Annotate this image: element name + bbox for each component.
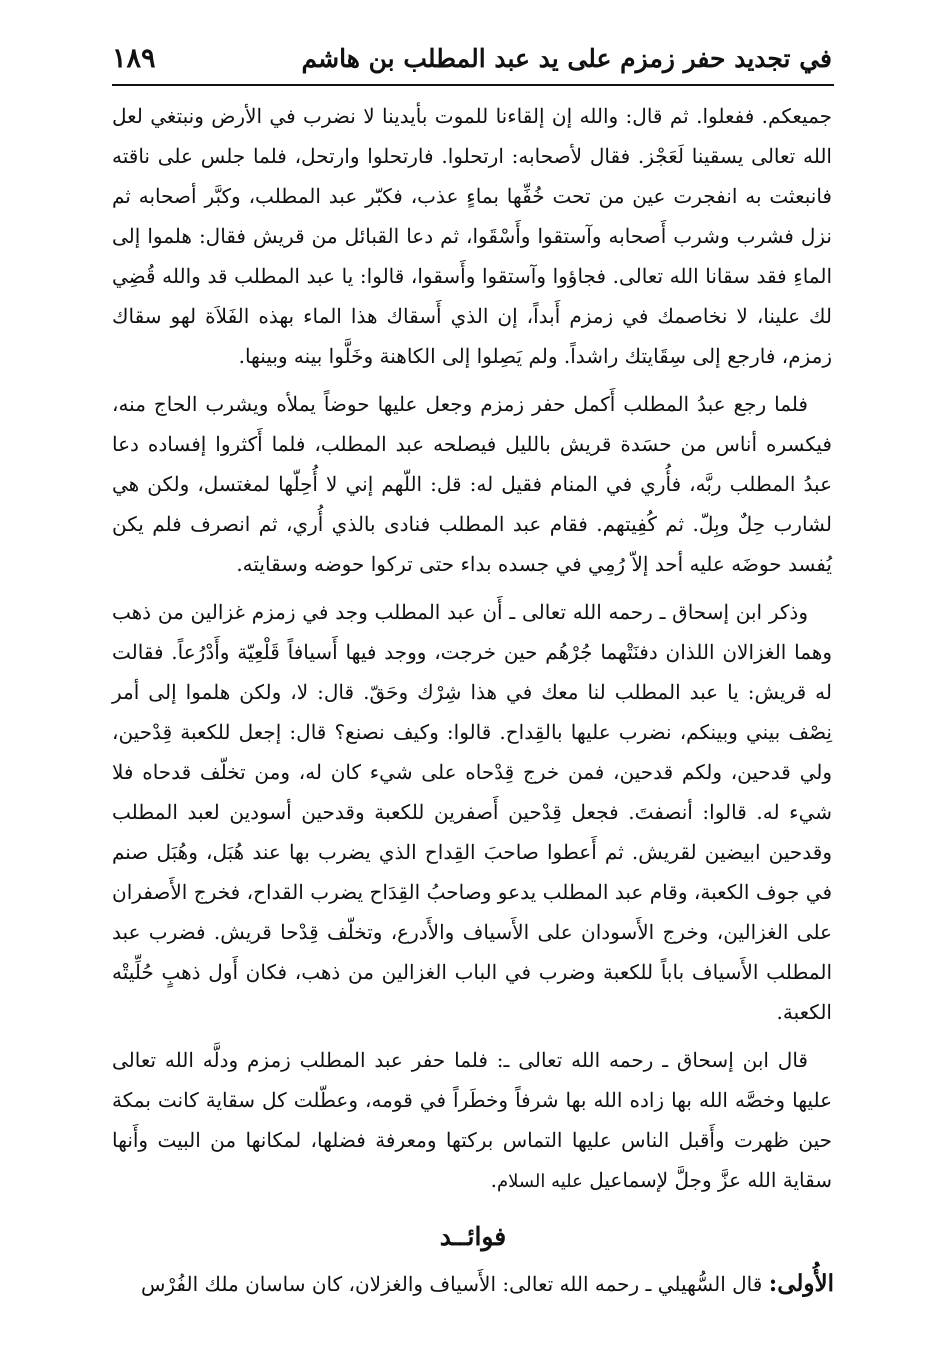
running-title: في تجديد حفر زمزم على يد عبد المطلب بن هاشم <box>301 43 832 73</box>
main-text <box>112 96 832 1202</box>
section-heading: فوائــد <box>439 1222 507 1251</box>
paragraph: قال ابن إسحاق ـ رحمه الله تعالى ـ: فلما حفر عبد المطلب زمزم ودلَّه الله تعالى عليها وخصَّه الله بها زاده الله بها شرفاً وخطَراً في قومه، وعطّلت كل سقاية كانت بمكة حين ظهرت وأَقبل الناس عليها التماس بركتها ومعرفة فضلها، لمكانها من البيت وأَنها سقاية الله عزَّ وجلَّ لإسماعيل عليه السلام. <box>112 1048 832 1192</box>
page-number: ١٨٩ <box>112 42 156 74</box>
paragraph: جميعكم. ففعلوا. ثم قال: والله إن إلقاءنا للموت بأيدينا لا نضرب في الأرض ونبتغي لعل الله تعالى يسقينا لَعَجْز. فقال لأصحابه: ارتحلوا. فارتحلوا وارتحل، فلما جلس على ناقته فانبعثت به انفجرت عين من تحت خُفِّها بماءٍ عذب، فكبّر عبد المطلب، وكبَّر أصحابه ثم نزل فشرب وشرب أَصحابه وآستقوا وأَسْقَوا، ثم دعا القبائل من قريش فقال: هلموا إلى الماءِ فقد سقانا الله تعالى. فجاؤوا وآستقوا وأَسقوا، قالوا: يا عبد المطلب قد والله قُضِي لك علينا، لا نخاصمك في زمزم أَبداً، إن الذي أَسقاك هذا الماء بهذه الفَلاَة لهو سقاك زمزم، فارجع إلى سِقَايتك راشداً. ولم يَصِلوا إلى الكاهنة وخَلَّوا بينه وبينها. <box>112 104 832 368</box>
paragraph: فلما رجع عبدُ المطلب أَكمل حفر زمزم وجعل عليها حوضاً يملأه ويشرب الحاج منه، فيكسره أناس من حسَدة قريش بالليل فيصلحه عبد المطلب، فلما أَكثروا إفساده دعا عبدُ المطلب ربَّه، فأُري في المنام فقيل له: قل: اللّهم إني لا أُحِلّها لمغتسل، ولكن هي لشارب حِلٌ وبِلّ. ثم كُفِيتهم. فقام عبد المطلب فنادى بالذي أُري، ثم انصرف فلم يكن يُفسد حوضَه عليه أحد إلاّ رُمِي في جسده بداء حتى تركوا حوضه وسقايته. <box>112 392 832 576</box>
benefit-line <box>112 1264 834 1304</box>
paragraph: وذكر ابن إسحاق ـ رحمه الله تعالى ـ أَن عبد المطلب وجد في زمزم غزالين من ذهب وهما الغزالان اللذان دفنَتْهما جُرْهُم حين خرجت، ووجد فيها أَسيافاً قَلْعِيّة وأَدْرُعاً. فقالت له قريش: يا عبد المطلب لنا معك في هذا شِرْك وحَقّ. قال: لا، ولكن هلموا إلى أمر نِصْف بيني وبينكم، نضرب عليها بالقِداح. قالوا: وكيف نصنع؟ قال: إجعل للكعبة قِدْحين، ولي قدحين، ولكم قدحين، فمن خرج قِدْحاه على شيء كان له، ومن تخلّف قدحاه فلا شيء له. قالوا: أنصفتَ. فجعل قِدْحين أَصفرين للكعبة وقدحين أسودين لعبد المطلب وقدحين ابيضين لقريش. ثم أَعطوا صاحبَ القِداح الذي يضرب بها عند هُبَل، وهُبَل صنم في جوف الكعبة، وقام عبد المطلب يدعو وصاحبُ القِدَاح يضرب القداح، فخرج الأَصفران على الغزالين، وخرج الأَسودان على الأَسياف والأَدرع، وتخلّف قِدْحا قريش. فضرب عبد المطلب الأَسياف باباً للكعبة وضرب في الباب الغزالين من ذهب، فكان أَول ذهبٍ حُلِّيتْه الكعبة. <box>112 600 832 1024</box>
benefit-text: قال السُّهيلي ـ رحمه الله تعالى: الأَسياف والغزلان، كان ساسان ملك الفُرْس <box>140 1272 763 1296</box>
benefit-label: الأُولى: <box>768 1270 834 1297</box>
salutation-seal: عليه السلام <box>496 1171 583 1192</box>
page-header <box>112 36 832 80</box>
header-rule <box>112 84 834 86</box>
paragraph-text: قال ابن إسحاق ـ رحمه الله تعالى ـ: فلما حفر عبد المطلب زمزم ودلَّه الله تعالى عليها وخصَّه الله بها زاده الله بها شرفاً وخطَراً في قومه، وعطّلت كل سقاية كانت بمكة حين ظهرت وأَقبل الناس عليها التماس بركتها ومعرفة فضلها، لمكانها من البيت وأَنها سقاية الله عزَّ وجلَّ لإسماعيل <box>112 1048 832 1192</box>
